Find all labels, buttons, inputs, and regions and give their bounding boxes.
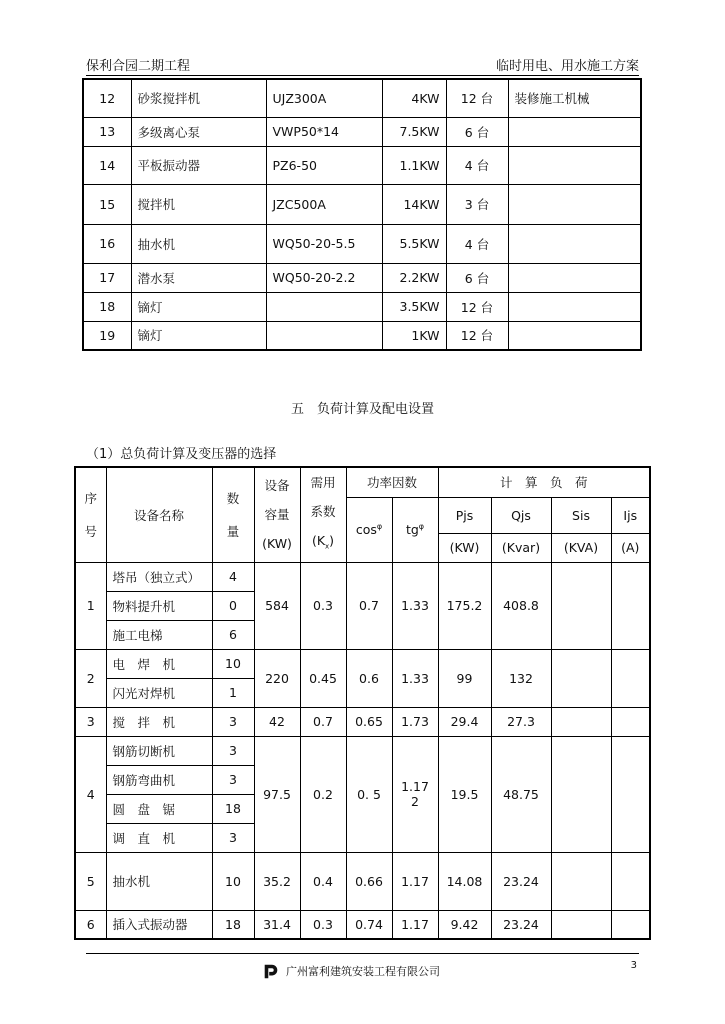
cos-phi: 0.6 <box>346 649 392 707</box>
tg-phi: 1.73 <box>392 707 438 736</box>
pjs-value: 14.08 <box>438 852 491 910</box>
quantity: 10 <box>212 852 254 910</box>
row-number: 16 <box>83 224 131 263</box>
quantity: 12 台 <box>446 79 508 117</box>
qjs-value: 408.8 <box>491 562 551 649</box>
model-number: UJZ300A <box>266 79 382 117</box>
sjs-value <box>551 562 611 649</box>
table-row <box>83 292 641 321</box>
demand-factor: 0.7 <box>300 707 346 736</box>
ijs-value <box>611 649 650 707</box>
capacity: 584 <box>254 562 300 649</box>
sjs-value <box>551 736 611 852</box>
equipment-name: 插入式振动器 <box>106 910 212 939</box>
header-cos-phi: $\cos^\varphi$ <box>346 497 392 562</box>
quantity: 6 台 <box>446 117 508 146</box>
table-row <box>83 117 641 146</box>
power-rating: 5.5KW <box>382 224 446 263</box>
header-calculated-load: 计 算 负 荷 <box>438 467 650 497</box>
footer-rule <box>86 953 639 954</box>
qjs-value: 27.3 <box>491 707 551 736</box>
header-quantity: 数 量 <box>212 467 254 562</box>
demand-factor: 0.45 <box>300 649 346 707</box>
equipment-name: 砂浆搅拌机 <box>131 79 266 117</box>
table-row <box>75 736 650 765</box>
equipment-name: 电 焊 机 <box>106 649 212 678</box>
header-equipment-name: 设备名称 <box>106 467 212 562</box>
qjs-value: 48.75 <box>491 736 551 852</box>
company-name: 广州富利建筑安装工程有限公司 <box>286 965 440 978</box>
tg-phi: 1.33 <box>392 649 438 707</box>
power-rating: 4KW <box>382 79 446 117</box>
model-number: PZ6-50 <box>266 146 382 184</box>
remark <box>508 224 641 263</box>
header-tg-phi: $tg^\varphi$ <box>392 497 438 562</box>
table-row <box>75 649 650 678</box>
tg-phi: 1.17 <box>392 852 438 910</box>
pjs-value: 19.5 <box>438 736 491 852</box>
header-qjs-unit: (Kvar) <box>491 533 551 562</box>
row-number: 14 <box>83 146 131 184</box>
quantity: 12 台 <box>446 321 508 350</box>
table-row <box>75 852 650 910</box>
cos-phi: 0.7 <box>346 562 392 649</box>
quantity: 4 台 <box>446 224 508 263</box>
header-qjs: Qjs <box>491 497 551 533</box>
quantity: 0 <box>212 591 254 620</box>
power-rating: 2.2KW <box>382 263 446 292</box>
model-number: WQ50-20-2.2 <box>266 263 382 292</box>
power-rating: 3.5KW <box>382 292 446 321</box>
quantity: 4 <box>212 562 254 591</box>
quantity: 12 台 <box>446 292 508 321</box>
demand-factor: 0.2 <box>300 736 346 852</box>
capacity: 220 <box>254 649 300 707</box>
equipment-name: 塔吊（独立式） <box>106 562 212 591</box>
equipment-name: 搅拌机 <box>131 184 266 224</box>
sjs-value <box>551 910 611 939</box>
capacity: 97.5 <box>254 736 300 852</box>
equipment-name: 平板振动器 <box>131 146 266 184</box>
quantity: 4 台 <box>446 146 508 184</box>
load-calculation-table <box>74 466 651 940</box>
row-number: 12 <box>83 79 131 117</box>
group-seq: 3 <box>75 707 106 736</box>
ijs-value <box>611 562 650 649</box>
remark: 装修施工机械 <box>508 79 641 117</box>
ijs-value <box>611 736 650 852</box>
remark <box>508 292 641 321</box>
footer-company <box>262 962 440 980</box>
pjs-value: 29.4 <box>438 707 491 736</box>
tg-phi: 1.17 2 <box>392 736 438 852</box>
page-number: 3 <box>630 960 637 971</box>
cos-phi: 0.66 <box>346 852 392 910</box>
pjs-value: 99 <box>438 649 491 707</box>
model-number: WQ50-20-5.5 <box>266 224 382 263</box>
remark <box>508 263 641 292</box>
quantity: 3 <box>212 736 254 765</box>
header-seq: 序 号 <box>75 467 106 562</box>
group-seq: 2 <box>75 649 106 707</box>
table-row <box>83 79 641 117</box>
table-row <box>83 184 641 224</box>
qjs-value: 23.24 <box>491 852 551 910</box>
quantity: 1 <box>212 678 254 707</box>
quantity: 3 <box>212 823 254 852</box>
header-pjs-unit: (KW) <box>438 533 491 562</box>
ijs-value <box>611 852 650 910</box>
remark <box>508 321 641 350</box>
pjs-value: 9.42 <box>438 910 491 939</box>
header-document-title: 临时用电、用水施工方案 <box>495 59 639 74</box>
table-row <box>83 146 641 184</box>
tg-phi: 1.17 <box>392 910 438 939</box>
header-pjs: Pjs <box>438 497 491 533</box>
equipment-name: 多级离心泵 <box>131 117 266 146</box>
equipment-name: 镝灯 <box>131 321 266 350</box>
equipment-name: 潜水泵 <box>131 263 266 292</box>
header-capacity: 设备 容量 (KW) <box>254 467 300 562</box>
pjs-value: 175.2 <box>438 562 491 649</box>
subsection-title: （1）总负荷计算及变压器的选择 <box>86 447 277 462</box>
power-rating: 7.5KW <box>382 117 446 146</box>
equipment-name: 搅 拌 机 <box>106 707 212 736</box>
sjs-value <box>551 852 611 910</box>
header-ijs-unit: (A) <box>611 533 650 562</box>
equipment-name: 抽水机 <box>106 852 212 910</box>
equipment-name: 钢筋弯曲机 <box>106 765 212 794</box>
demand-factor: 0.4 <box>300 852 346 910</box>
quantity: 10 <box>212 649 254 678</box>
equipment-name: 圆 盘 锯 <box>106 794 212 823</box>
row-number: 19 <box>83 321 131 350</box>
model-number <box>266 292 382 321</box>
ijs-value <box>611 707 650 736</box>
model-number: VWP50*14 <box>266 117 382 146</box>
remark <box>508 146 641 184</box>
qjs-value: 23.24 <box>491 910 551 939</box>
header-sjs-unit: (KVA) <box>551 533 611 562</box>
quantity: 6 台 <box>446 263 508 292</box>
quantity: 3 <box>212 707 254 736</box>
equipment-table <box>82 78 642 351</box>
equipment-name: 抽水机 <box>131 224 266 263</box>
table-row <box>75 910 650 939</box>
header-demand-factor: 需用 系数 $(K_x)$ <box>300 467 346 562</box>
demand-factor: 0.3 <box>300 562 346 649</box>
row-number: 15 <box>83 184 131 224</box>
remark <box>508 117 641 146</box>
ijs-value <box>611 910 650 939</box>
capacity: 31.4 <box>254 910 300 939</box>
equipment-name: 镝灯 <box>131 292 266 321</box>
equipment-name: 物料提升机 <box>106 591 212 620</box>
equipment-name: 施工电梯 <box>106 620 212 649</box>
header-power-factor: 功率因数 <box>346 467 438 497</box>
cos-phi: 0. 5 <box>346 736 392 852</box>
quantity: 18 <box>212 794 254 823</box>
group-seq: 1 <box>75 562 106 649</box>
section-title: 五 负荷计算及配电设置 <box>290 402 434 417</box>
demand-factor: 0.3 <box>300 910 346 939</box>
equipment-name: 闪光对焊机 <box>106 678 212 707</box>
header-project-name: 保利合园二期工程 <box>86 59 191 74</box>
model-number: JZC500A <box>266 184 382 224</box>
table-row <box>75 562 650 591</box>
table-row <box>75 707 650 736</box>
header-sjs: Sis <box>551 497 611 533</box>
capacity: 35.2 <box>254 852 300 910</box>
row-number: 17 <box>83 263 131 292</box>
table-row <box>83 321 641 350</box>
quantity: 3 <box>212 765 254 794</box>
group-seq: 5 <box>75 852 106 910</box>
quantity: 18 <box>212 910 254 939</box>
quantity: 6 <box>212 620 254 649</box>
row-number: 18 <box>83 292 131 321</box>
table-row <box>83 224 641 263</box>
sjs-value <box>551 649 611 707</box>
power-rating: 1.1KW <box>382 146 446 184</box>
tg-phi: 1.33 <box>392 562 438 649</box>
row-number: 13 <box>83 117 131 146</box>
table-row <box>83 263 641 292</box>
sjs-value <box>551 707 611 736</box>
power-rating: 14KW <box>382 184 446 224</box>
qjs-value: 132 <box>491 649 551 707</box>
company-logo-icon <box>262 962 280 980</box>
cos-phi: 0.74 <box>346 910 392 939</box>
equipment-name: 钢筋切断机 <box>106 736 212 765</box>
page-header <box>86 53 639 76</box>
capacity: 42 <box>254 707 300 736</box>
header-ijs: Ijs <box>611 497 650 533</box>
power-rating: 1KW <box>382 321 446 350</box>
equipment-name: 调 直 机 <box>106 823 212 852</box>
model-number <box>266 321 382 350</box>
quantity: 3 台 <box>446 184 508 224</box>
remark <box>508 184 641 224</box>
cos-phi: 0.65 <box>346 707 392 736</box>
group-seq: 4 <box>75 736 106 852</box>
group-seq: 6 <box>75 910 106 939</box>
